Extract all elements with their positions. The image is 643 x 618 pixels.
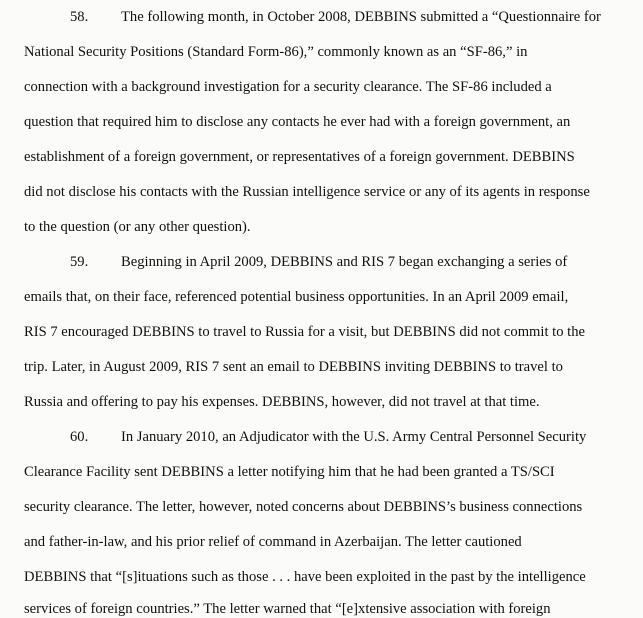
paragraph-58-text: did not disclose his contacts with the Russian intelligence service or any of its agents in response bbox=[24, 184, 590, 200]
paragraph-60-text: security clearance. The letter, however, noted concerns about DEBBINS’s business connections bbox=[24, 499, 583, 515]
paragraph-59-text: Russia and offering to pay his expenses. DEBBINS, however, did not travel at that time. bbox=[24, 394, 540, 410]
paragraph-60-text: In January 2010, an Adjudicator with the U.S. Army Central Personnel Security bbox=[121, 429, 587, 445]
paragraph-58-text: The following month, in October 2008, DEBBINS submitted a “Questionnaire for bbox=[121, 9, 601, 25]
paragraph-58-text: National Security Positions (Standard Form-86),” commonly known as an “SF-86,” in bbox=[24, 44, 528, 60]
paragraph-58-text: connection with a background investigation for a security clearance. The SF-86 included a bbox=[24, 79, 552, 95]
paragraph-59-text: emails that, on their face, referenced potential business opportunities. In an April 2009 email, bbox=[24, 289, 569, 305]
paragraph-59-text: trip. Later, in August 2009, RIS 7 sent an email to DEBBINS inviting DEBBINS to travel to bbox=[24, 359, 563, 375]
paragraph-60-number: 60. bbox=[70, 429, 89, 445]
paragraph-58-number: 58. bbox=[70, 9, 89, 25]
paragraph-60-text: services of foreign countries.” The letter warned that “[e]xtensive association with foreign bbox=[24, 601, 551, 617]
paragraph-58-text: question that required him to disclose any contacts he ever had with a foreign government, an bbox=[24, 114, 571, 130]
paragraph-60-text: and father-in-law, and his prior relief of command in Azerbaijan. The letter cautioned bbox=[24, 534, 522, 550]
paragraph-58-text: establishment of a foreign government, or representatives of a foreign government. DEBBINS bbox=[24, 149, 575, 165]
paragraph-59-text: Beginning in April 2009, DEBBINS and RIS 7 began exchanging a series of bbox=[121, 254, 568, 270]
paragraph-58-text: to the question (or any other question). bbox=[24, 219, 251, 235]
paragraph-60-text: Clearance Facility sent DEBBINS a letter notifying him that he had been granted a TS/SCI bbox=[24, 464, 555, 480]
paragraph-59-text: RIS 7 encouraged DEBBINS to travel to Russia for a visit, but DEBBINS did not commit to the bbox=[24, 324, 585, 340]
paragraph-60-text: DEBBINS that “[s]ituations such as those . . . have been exploited in the past by the intelligence bbox=[24, 569, 586, 585]
paragraph-59-number: 59. bbox=[70, 254, 89, 270]
